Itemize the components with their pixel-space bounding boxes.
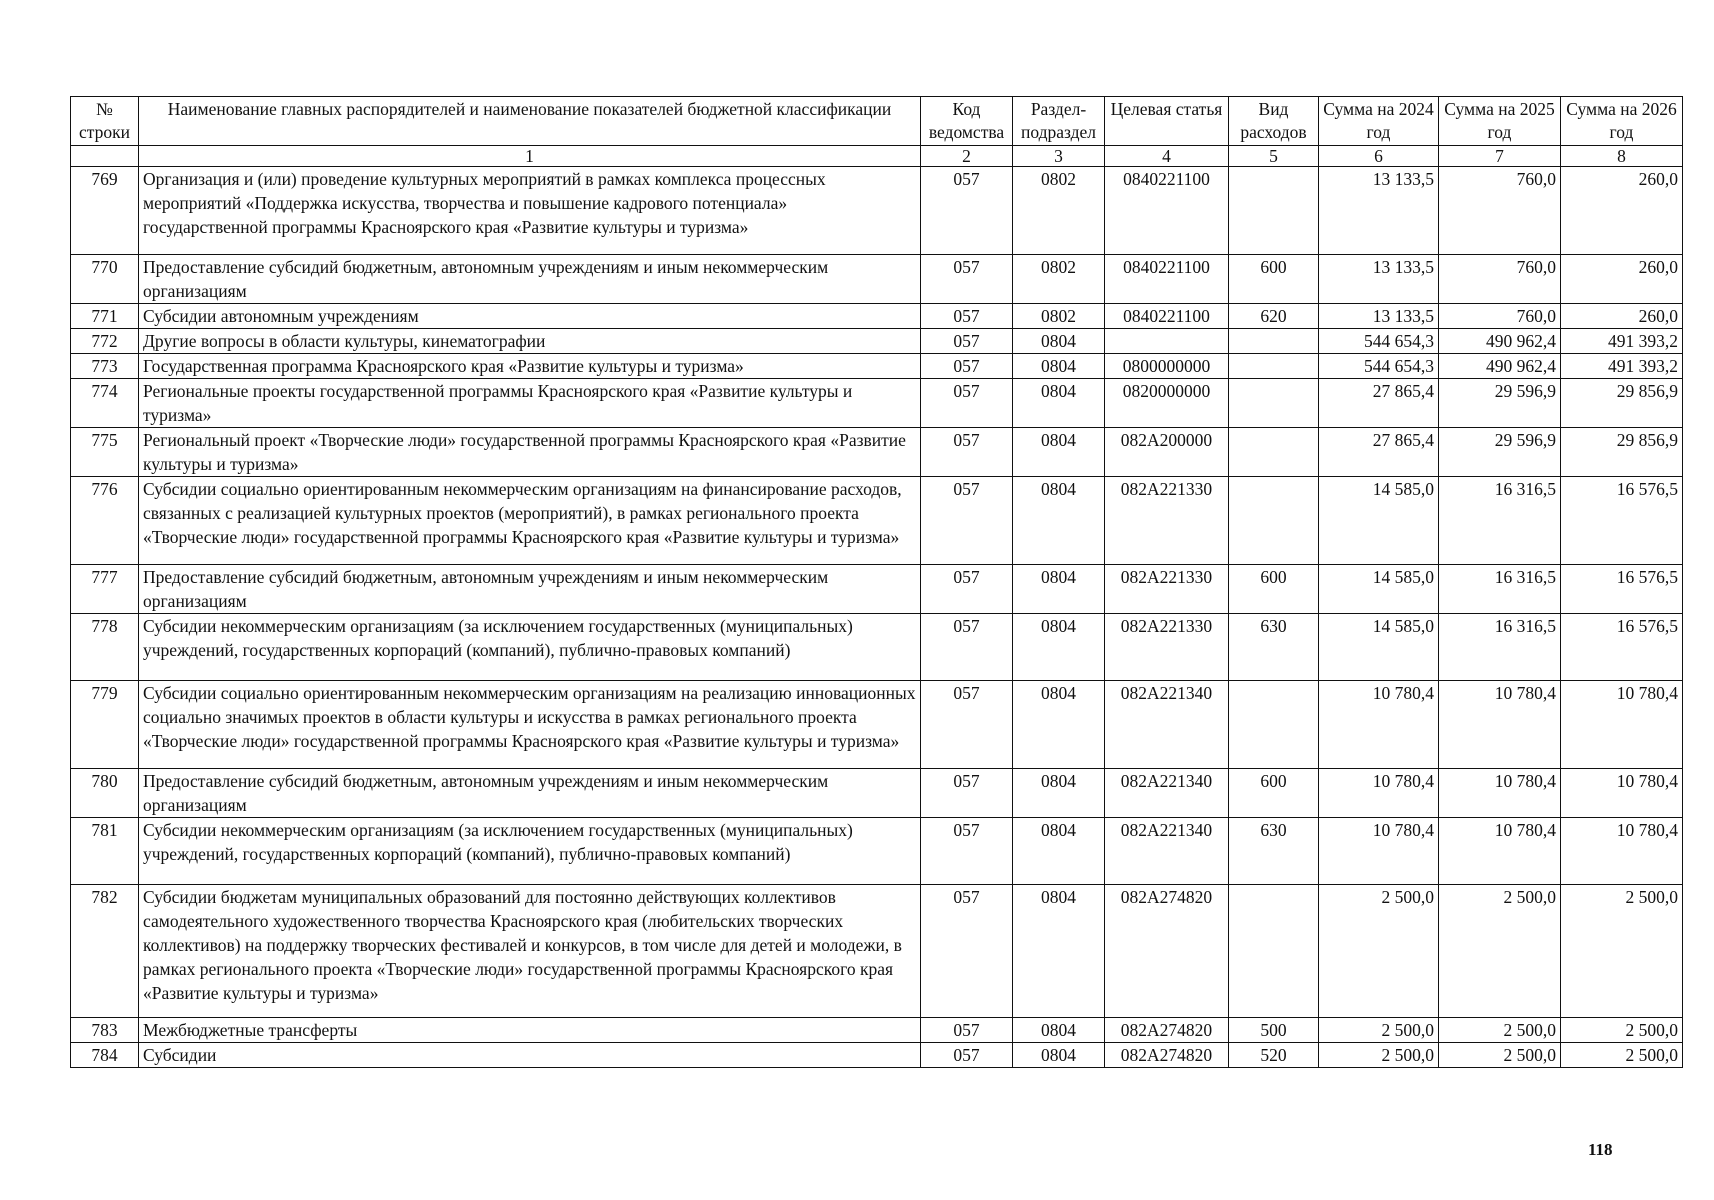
row-department-code: 057	[921, 681, 1013, 769]
table-row	[71, 167, 1683, 255]
row-number: 780	[71, 769, 139, 818]
table-row	[71, 329, 1683, 354]
row-section: 0804	[1013, 614, 1105, 681]
row-section: 0804	[1013, 681, 1105, 769]
row-name: Субсидии автономным учреждениям	[139, 304, 921, 329]
row-sum-2024: 13 133,5	[1319, 167, 1439, 255]
header-sum-2026: Сумма на 2026 год	[1561, 97, 1683, 146]
row-sum-2025: 16 316,5	[1439, 565, 1561, 614]
row-target-article: 082А221330	[1105, 565, 1229, 614]
row-target-article: 082А221340	[1105, 769, 1229, 818]
row-sum-2024: 544 654,3	[1319, 354, 1439, 379]
header-section: Раздел-подраздел	[1013, 97, 1105, 146]
row-department-code: 057	[921, 304, 1013, 329]
row-number: 783	[71, 1018, 139, 1043]
column-number: 4	[1105, 146, 1229, 167]
row-expense-kind: 500	[1229, 1018, 1319, 1043]
row-section: 0804	[1013, 379, 1105, 428]
row-number: 781	[71, 818, 139, 885]
row-expense-kind: 600	[1229, 769, 1319, 818]
row-section: 0804	[1013, 329, 1105, 354]
row-sum-2025: 490 962,4	[1439, 354, 1561, 379]
row-name: Субсидии	[139, 1043, 921, 1068]
row-target-article: 0840221100	[1105, 255, 1229, 304]
header-row	[71, 97, 1683, 146]
row-number: 771	[71, 304, 139, 329]
row-section: 0804	[1013, 354, 1105, 379]
row-expense-kind	[1229, 379, 1319, 428]
row-department-code: 057	[921, 477, 1013, 565]
column-number: 6	[1319, 146, 1439, 167]
row-name: Субсидии некоммерческим организациям (за исключением государственных (муниципальных) учреждений, государственных корпораций (компаний), публично-правовых компаний)	[139, 818, 921, 885]
row-department-code: 057	[921, 379, 1013, 428]
row-sum-2024: 10 780,4	[1319, 818, 1439, 885]
row-target-article: 0840221100	[1105, 304, 1229, 329]
row-name: Предоставление субсидий бюджетным, автономным учреждениям и иным некоммерческим организациям	[139, 255, 921, 304]
row-target-article: 082А221340	[1105, 681, 1229, 769]
row-expense-kind: 600	[1229, 565, 1319, 614]
row-sum-2026: 16 576,5	[1561, 477, 1683, 565]
row-sum-2024: 10 780,4	[1319, 769, 1439, 818]
row-number: 778	[71, 614, 139, 681]
row-sum-2025: 16 316,5	[1439, 614, 1561, 681]
row-sum-2024: 2 500,0	[1319, 885, 1439, 1018]
header-sum-2024: Сумма на 2024 год	[1319, 97, 1439, 146]
row-number: 782	[71, 885, 139, 1018]
row-number: 775	[71, 428, 139, 477]
row-sum-2026: 260,0	[1561, 255, 1683, 304]
row-expense-kind	[1229, 167, 1319, 255]
column-number: 3	[1013, 146, 1105, 167]
table-row	[71, 769, 1683, 818]
row-number: 770	[71, 255, 139, 304]
row-number: 769	[71, 167, 139, 255]
row-sum-2024: 27 865,4	[1319, 428, 1439, 477]
budget-table	[70, 96, 1683, 1068]
row-name: Региональный проект «Творческие люди» государственной программы Красноярского края «Развитие культуры и туризма»	[139, 428, 921, 477]
row-sum-2026: 16 576,5	[1561, 614, 1683, 681]
row-name: Предоставление субсидий бюджетным, автономным учреждениям и иным некоммерческим организациям	[139, 565, 921, 614]
table-row	[71, 565, 1683, 614]
row-sum-2026: 16 576,5	[1561, 565, 1683, 614]
column-number: 2	[921, 146, 1013, 167]
column-number: 5	[1229, 146, 1319, 167]
header-department-code: Код ведомства	[921, 97, 1013, 146]
row-sum-2025: 760,0	[1439, 255, 1561, 304]
table-row	[71, 428, 1683, 477]
row-sum-2025: 2 500,0	[1439, 1018, 1561, 1043]
row-number: 784	[71, 1043, 139, 1068]
row-name: Региональные проекты государственной программы Красноярского края «Развитие культуры и туризма»	[139, 379, 921, 428]
row-sum-2024: 544 654,3	[1319, 329, 1439, 354]
row-section: 0802	[1013, 167, 1105, 255]
row-expense-kind: 630	[1229, 614, 1319, 681]
row-sum-2026: 491 393,2	[1561, 329, 1683, 354]
row-target-article: 082А274820	[1105, 1018, 1229, 1043]
row-department-code: 057	[921, 818, 1013, 885]
row-number: 779	[71, 681, 139, 769]
row-department-code: 057	[921, 167, 1013, 255]
row-section: 0804	[1013, 565, 1105, 614]
table-row	[71, 477, 1683, 565]
row-sum-2026: 491 393,2	[1561, 354, 1683, 379]
row-number: 774	[71, 379, 139, 428]
row-sum-2024: 2 500,0	[1319, 1043, 1439, 1068]
row-section: 0804	[1013, 1043, 1105, 1068]
row-expense-kind: 600	[1229, 255, 1319, 304]
row-sum-2026: 2 500,0	[1561, 1043, 1683, 1068]
row-department-code: 057	[921, 428, 1013, 477]
row-sum-2025: 2 500,0	[1439, 885, 1561, 1018]
header-expense-kind: Вид расходов	[1229, 97, 1319, 146]
table-row	[71, 379, 1683, 428]
row-name: Государственная программа Красноярского края «Развитие культуры и туризма»	[139, 354, 921, 379]
row-target-article: 082А221330	[1105, 614, 1229, 681]
row-sum-2026: 10 780,4	[1561, 769, 1683, 818]
row-section: 0804	[1013, 769, 1105, 818]
row-sum-2026: 260,0	[1561, 304, 1683, 329]
table-row	[71, 354, 1683, 379]
row-name: Субсидии социально ориентированным некоммерческим организациям на финансирование расходов, связанных с реализацией культурных проектов (мероприятий), в рамках регионального проекта «Творческие люди» государственной программы Красноярского края «Развитие культуры и туризма»	[139, 477, 921, 565]
row-section: 0804	[1013, 1018, 1105, 1043]
row-expense-kind: 520	[1229, 1043, 1319, 1068]
row-sum-2024: 27 865,4	[1319, 379, 1439, 428]
row-expense-kind: 630	[1229, 818, 1319, 885]
row-target-article: 0840221100	[1105, 167, 1229, 255]
row-sum-2026: 2 500,0	[1561, 1018, 1683, 1043]
row-sum-2025: 10 780,4	[1439, 818, 1561, 885]
row-name: Субсидии социально ориентированным некоммерческим организациям на реализацию инновационных социально значимых проектов в области культуры и искусства в рамках регионального проекта «Творческие люди» государственной программы Красноярского края «Развитие культуры и туризма»	[139, 681, 921, 769]
row-sum-2026: 10 780,4	[1561, 818, 1683, 885]
row-name: Межбюджетные трансферты	[139, 1018, 921, 1043]
row-sum-2024: 13 133,5	[1319, 304, 1439, 329]
row-sum-2025: 2 500,0	[1439, 1043, 1561, 1068]
column-number: 8	[1561, 146, 1683, 167]
row-number: 776	[71, 477, 139, 565]
row-sum-2025: 760,0	[1439, 304, 1561, 329]
table-row	[71, 255, 1683, 304]
column-number: 1	[139, 146, 921, 167]
row-expense-kind: 620	[1229, 304, 1319, 329]
row-expense-kind	[1229, 329, 1319, 354]
row-name: Другие вопросы в области культуры, кинематографии	[139, 329, 921, 354]
row-sum-2025: 10 780,4	[1439, 769, 1561, 818]
row-target-article: 082А274820	[1105, 885, 1229, 1018]
row-number: 773	[71, 354, 139, 379]
row-target-article: 082А200000	[1105, 428, 1229, 477]
row-section: 0804	[1013, 818, 1105, 885]
table-row	[71, 1018, 1683, 1043]
column-number-blank	[71, 146, 139, 167]
row-expense-kind	[1229, 477, 1319, 565]
row-department-code: 057	[921, 614, 1013, 681]
row-target-article: 082А274820	[1105, 1043, 1229, 1068]
page-number: 118	[1588, 1140, 1613, 1159]
row-sum-2025: 29 596,9	[1439, 379, 1561, 428]
header-row-number: № строки	[71, 97, 139, 146]
row-sum-2026: 29 856,9	[1561, 428, 1683, 477]
column-number: 7	[1439, 146, 1561, 167]
row-sum-2024: 14 585,0	[1319, 477, 1439, 565]
row-expense-kind	[1229, 681, 1319, 769]
row-sum-2025: 29 596,9	[1439, 428, 1561, 477]
row-target-article: 082А221340	[1105, 818, 1229, 885]
row-target-article	[1105, 329, 1229, 354]
row-department-code: 057	[921, 354, 1013, 379]
row-department-code: 057	[921, 329, 1013, 354]
row-department-code: 057	[921, 769, 1013, 818]
row-sum-2026: 10 780,4	[1561, 681, 1683, 769]
row-section: 0802	[1013, 304, 1105, 329]
row-target-article: 0820000000	[1105, 379, 1229, 428]
row-sum-2024: 14 585,0	[1319, 614, 1439, 681]
row-department-code: 057	[921, 1018, 1013, 1043]
row-target-article: 082А221330	[1105, 477, 1229, 565]
row-expense-kind	[1229, 885, 1319, 1018]
row-number: 772	[71, 329, 139, 354]
row-department-code: 057	[921, 1043, 1013, 1068]
row-name: Организация и (или) проведение культурных мероприятий в рамках комплекса процессных мероприятий «Поддержка искусства, творчества и повышение кадрового потенциала» государственной программы Красноярского края «Развитие культуры и туризма»	[139, 167, 921, 255]
row-name: Субсидии бюджетам муниципальных образований для постоянно действующих коллективов самодеятельного художественного творчества Красноярского края (любительских творческих коллективов) на поддержку творческих фестивалей и конкурсов, в том числе для детей и молодежи, в рамках регионального проекта «Творческие люди» государственной программы Красноярского края «Развитие культуры и туризма»	[139, 885, 921, 1018]
row-section: 0804	[1013, 428, 1105, 477]
row-sum-2024: 2 500,0	[1319, 1018, 1439, 1043]
row-department-code: 057	[921, 885, 1013, 1018]
row-expense-kind	[1229, 428, 1319, 477]
table-row	[71, 885, 1683, 1018]
row-name: Предоставление субсидий бюджетным, автономным учреждениям и иным некоммерческим организациям	[139, 769, 921, 818]
row-expense-kind	[1229, 354, 1319, 379]
row-sum-2025: 10 780,4	[1439, 681, 1561, 769]
row-sum-2024: 10 780,4	[1319, 681, 1439, 769]
table-body	[71, 146, 1683, 1068]
row-sum-2026: 2 500,0	[1561, 885, 1683, 1018]
row-department-code: 057	[921, 255, 1013, 304]
header-target-article: Целевая статья	[1105, 97, 1229, 146]
row-department-code: 057	[921, 565, 1013, 614]
row-sum-2024: 13 133,5	[1319, 255, 1439, 304]
table-row	[71, 304, 1683, 329]
row-number: 777	[71, 565, 139, 614]
row-sum-2026: 29 856,9	[1561, 379, 1683, 428]
row-sum-2025: 490 962,4	[1439, 329, 1561, 354]
row-target-article: 0800000000	[1105, 354, 1229, 379]
row-section: 0804	[1013, 885, 1105, 1018]
row-name: Субсидии некоммерческим организациям (за исключением государственных (муниципальных) учреждений, государственных корпораций (компаний), публично-правовых компаний)	[139, 614, 921, 681]
row-sum-2026: 260,0	[1561, 167, 1683, 255]
row-section: 0802	[1013, 255, 1105, 304]
row-section: 0804	[1013, 477, 1105, 565]
row-sum-2025: 760,0	[1439, 167, 1561, 255]
table-row	[71, 818, 1683, 885]
table-row	[71, 614, 1683, 681]
header-name: Наименование главных распорядителей и наименование показателей бюджетной классификации	[139, 97, 921, 146]
table-row	[71, 1043, 1683, 1068]
column-number-row	[71, 146, 1683, 167]
table-row	[71, 681, 1683, 769]
header-sum-2025: Сумма на 2025 год	[1439, 97, 1561, 146]
row-sum-2025: 16 316,5	[1439, 477, 1561, 565]
row-sum-2024: 14 585,0	[1319, 565, 1439, 614]
